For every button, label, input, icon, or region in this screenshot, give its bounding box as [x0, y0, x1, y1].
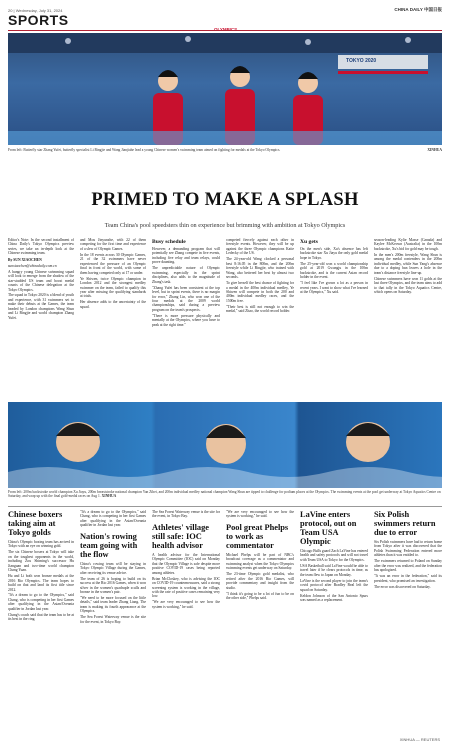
- paragraph: "We are very encouraged to see how the system is working," he said.: [226, 510, 294, 519]
- paragraph: The team of 26 is hoping to build on its success at the Rio 2016 Games, when it won silver in the women's quadruple sculls and bronze in the women's pair.: [80, 576, 146, 595]
- swimmers-photo: [8, 33, 442, 145]
- feature-column-6: [374, 238, 442, 398]
- paragraph: The 25-year-old won a world championship gold at 2019 Gwangju in the 100m backstroke, and is the current Asian record holder in the event.: [300, 261, 368, 280]
- paragraph: Chinese swimmers have won 11 golds at the last three Olympics, and the team aims to add to that tally in the Tokyo Aquatics Centre, which opens on Saturday.: [374, 276, 442, 294]
- paragraph: The 24-year-old Wang clocked a personal best 8:16.05 in the 800m, and the 200m freestyle while Li Bingjie, who trained with Wang, also bettered her best by almost two seconds.: [226, 257, 294, 280]
- photo-credit: XINHUA: [101, 494, 117, 499]
- paragraph: Ye Shiwen, twice Olympic champion in London 2012 and the strongest medley swimmer on the team, failed to qualify this year after missing the qualifying standards at trials.: [80, 276, 146, 299]
- story-body: [300, 549, 368, 602]
- feature-column-1: [8, 238, 74, 398]
- story-body: [226, 553, 294, 601]
- paragraph: China's Olympic boxing team has arrived in Tokyo with an eye on winning gold.: [8, 540, 74, 549]
- banner-text: TOKYO 2020: [346, 58, 377, 64]
- story-village: [152, 510, 220, 734]
- story-lavine: [300, 510, 368, 734]
- story-rowing: [80, 510, 146, 734]
- paragraph: To give herself the best chance of fighting for a medal in the 400m individual medley, Ye Shiwen will compete in both the 200 and 400m individual medley races, and the 1500m free.: [226, 281, 294, 303]
- feature-column-5: [300, 238, 368, 398]
- swimmers-illustration: [8, 33, 442, 145]
- paragraph: "It's a dream to go to the Olympics," said Chang, who is competing in her first Games after qualifying in the Asian/Oceania qualifier in Jordan last year.: [8, 593, 74, 611]
- paragraph: USA Basketball said LaVine would be able to travel later if he clears protocols in time, as the team flew to Japan on Monday.: [300, 563, 368, 577]
- story-phelps: [226, 510, 294, 734]
- subhead: Busy schedule: [152, 239, 186, 245]
- section-title: SPORTS: [8, 12, 69, 28]
- paragraph: "It was an error in the federation," said its president, who promised an investigation.: [374, 574, 442, 583]
- story-title: Chinese boxers taking aim at Tokyo golds: [8, 510, 63, 537]
- paragraph: On the men's side, Xu's absence has left backstroke star Xu Jiayu the only gold medal hope in Tokyo.: [300, 247, 368, 260]
- mid-photo-caption: [8, 490, 442, 499]
- story-title: Athletes' village still safe: IOC health advisor: [152, 522, 209, 550]
- paragraph: A health advisor for the International Olympic Committee (IOC) said on Monday that the Olympic Village is safe despite more positive COVID-19 cases being reported among athletes.: [152, 552, 220, 575]
- story-body: [8, 540, 74, 622]
- paragraph: "There is more pressure physically and mentally at the Olympics, where you have to peak at the right time.": [152, 313, 220, 327]
- paragraph: Hu and Li both won bronze medals at the 2016 Rio Olympics. The team hopes to build on that and land its first title since 2012.: [8, 574, 74, 592]
- photo-credit: XINHUA: [427, 148, 442, 152]
- paragraph: The error was discovered on Saturday.: [374, 584, 431, 589]
- page-folio: 20 | Wednesday, July 31, 2024: [8, 8, 63, 13]
- paragraph: The 23-time Olympic gold medalist, who retired after the 2016 Rio Games, will provide commentary and insight from the studio.: [226, 572, 294, 590]
- story-body-continued: [80, 510, 146, 528]
- paragraph: The swimmers returned to Poland on Sunday after the error was realized, and the federation has apologized.: [374, 559, 442, 573]
- paragraph: "Zhang Yufei has been consistent at the top level, but in sprint events, there is no margin for error," Zhang Lin, who won one of the four medals at the 2009 world championships, said during a preview program on the team's prospects.: [152, 285, 220, 312]
- paragraph: The six Chinese boxers at Tokyo will take on the toughest opponents in the world, including Zou Shiming's successor Hu Jianguan and two-time world champion Chang Yuan.: [8, 550, 74, 573]
- paragraph: Michael Phelps will be part of NBC's broadcast coverage as a commentator and swimming analyst when the Tokyo Olympics swimming events get underway on Saturday.: [226, 552, 294, 571]
- paragraph: The Sea Forest Waterway venue is the site for the event, in Tokyo Bay.: [80, 615, 146, 624]
- story-title: Nation's rowing team going with the flow: [80, 531, 138, 559]
- caption-text: From left: 200m backstroke world champion Xu Jiayu, 200m breaststroke national champion Yan Zibei, and 200m individual medley national champion Wang Shun are tipped to challenge for podium places at the Olympics. The swimming events at the pool get underway at Tokyo Aquatics Centre on Saturday, and wrap up with the final gold-medal races on Aug 1.: [8, 490, 441, 499]
- masthead: CHINA DAILY 中国日报: [394, 7, 442, 12]
- paragraph: "We need to be more focused on the little details," said team leader Zhang Liang. The team is making its fourth appearance at the Olympics.: [80, 595, 146, 614]
- paragraph: "I think it's going to be a lot of fun to be on the other side," Phelps said.: [226, 591, 294, 600]
- story-boxers: [8, 510, 74, 734]
- paragraph: The Sea Forest Waterway venue is the site for the event, in Tokyo Bay.: [152, 510, 220, 519]
- top-photo-caption: [8, 148, 442, 152]
- paragraph: China's rowing team will be staying in Tokyo Olympic Village during the Games, after receiving its venue advice.: [80, 561, 146, 575]
- paragraph: In the men's 200m freestyle, Wang Shun is among the medal contenders in the 200m individual medley, while Sun Yang's absence due to a doping ban leaves a hole in the team's distance freestyle line-up.: [374, 252, 442, 275]
- portraits-illustration: [8, 402, 442, 488]
- byline: By SUN XIAOCHEN: [8, 257, 42, 262]
- top-rule: [8, 30, 442, 31]
- paragraph: "I feel like I've grown a lot as a person in recent years. I want to show what I've learned at the Olympics," Xu said.: [300, 281, 368, 295]
- swimmers-portraits-photo: [8, 402, 442, 488]
- paragraph: "It's a dream to go to the Olympics," said Chang, who is competing in her first Games after qualifying in the Asian/Oceania qualifier in Jordan last year.: [80, 510, 146, 528]
- paragraph: competed fiercely against each other in freestyle events. However, they will be up against the three Olympic champions Katie Ledecky of the US.: [226, 238, 294, 256]
- paragraph: Brian McCloskey, who is advising the IOC on COVID-19 countermeasures, said a strong screening system is working in the village, with the rate of positive cases remaining very low.: [152, 576, 220, 599]
- feature-column-4: [226, 238, 294, 398]
- paragraph: and Mou Jinyunzhe, with 22 of them competing for the first time and experience of a slew of Olympic Games.: [80, 238, 146, 251]
- caption-text: From left: Butterfly star Zhang Yufei, butterfly specialist Li Bingjie and Wang Jianjiahe lead a young Chinese women's swimming team aimed on fighting for medals at the Tokyo Olympics.: [8, 148, 281, 152]
- story-body-continued: [226, 510, 294, 519]
- paragraph: LaVine is the second player to join the team's covid protocol after Bradley Beal left the squad on Saturday.: [300, 578, 368, 592]
- feature-column-2: [80, 238, 146, 398]
- story-body: [374, 540, 442, 589]
- paragraph: In the 18 events across 30 Olympic Games, 21 of the 32 swimmers have never experienced the pressure of an Olympic final in front of the world, with some of them having competed only at 17 or under.: [80, 252, 146, 275]
- feature-headline: PRIMED TO MAKE A SPLASH: [91, 190, 359, 210]
- story-body: [80, 562, 146, 624]
- paragraph: The unpredictable nature of Olympic swimming, especially in the sprint disciplines, also adds to the magnitude of Zhang's task.: [152, 266, 220, 284]
- paragraph: "Their best is still not enough to win the medal," said Zhao, the world record holder.: [226, 304, 294, 314]
- editors-note: Editor's Note: In the second installment of China Daily's Tokyo Olympics preview series, we take an in-depth look at the Chinese swimming team.: [8, 238, 74, 256]
- paragraph: Her absence adds to the uncertainty of the squad.: [80, 300, 146, 309]
- story-title: LaVine enters protocol, out on Team USA Olympic: [300, 510, 357, 546]
- feature-deck: Team China's pool speedsters thin on experience but brimming with ambition at Tokyo Olympics: [104, 222, 346, 229]
- section-divider: [8, 506, 442, 507]
- story-polish-swimmers: [374, 510, 442, 734]
- paragraph: Keldon Johnson of the San Antonio Spurs was named as a replacement.: [300, 593, 368, 603]
- paragraph: "We are very encouraged to see how the system is working," he said.: [152, 600, 220, 609]
- paragraph: The squad in Tokyo 2020 is a blend of youth and experience, with 31 swimmers set to make their debuts at the Games, the team headed by London champions Wang Shun and Li Bingjie and world champion Zhang Yufei.: [8, 293, 74, 320]
- footer-credit: XINHUA — REUTERS: [399, 737, 440, 742]
- byline-email: sunxiaochen@chinadaily.com.cn: [8, 263, 57, 268]
- story-body: [152, 553, 220, 609]
- paragraph: season-leading Kylie Masse (Canada) and Kaylee McKeown (Australia) in the 100m backstroke, Xu's bid for gold may be tough.: [374, 238, 442, 251]
- paragraph: Chicago Bulls guard Zach LaVine has entered health and safety protocols and will not travel with Team USA to Tokyo for the Olympics.: [300, 549, 368, 562]
- story-title: Pool great Phelps to work as commentator: [226, 522, 289, 550]
- story-title: Six Polish swimmers return due to error: [374, 510, 436, 537]
- subhead: Xu gets: [300, 239, 318, 245]
- feature-column-3: [152, 238, 220, 398]
- paragraph: However, a demanding program that will potentially see Zhang compete in five events, including five relay and team relays, could prove daunting.: [152, 247, 220, 265]
- story-body-continued: [152, 510, 220, 519]
- paragraph: A hungry young Chinese swimming squad will look to emerge from the shadow of the star-studded US team and boost medal counts of the Chinese delegation at the Tokyo Olympics.: [8, 269, 74, 292]
- paragraph: Chang's coach said that the team has to be at its best in the ring.: [8, 612, 74, 622]
- paragraph: Six Polish swimmers have had to return home from Tokyo after it was discovered that the Polish Swimming Federation entered more athletes than it was entitled to.: [374, 540, 442, 558]
